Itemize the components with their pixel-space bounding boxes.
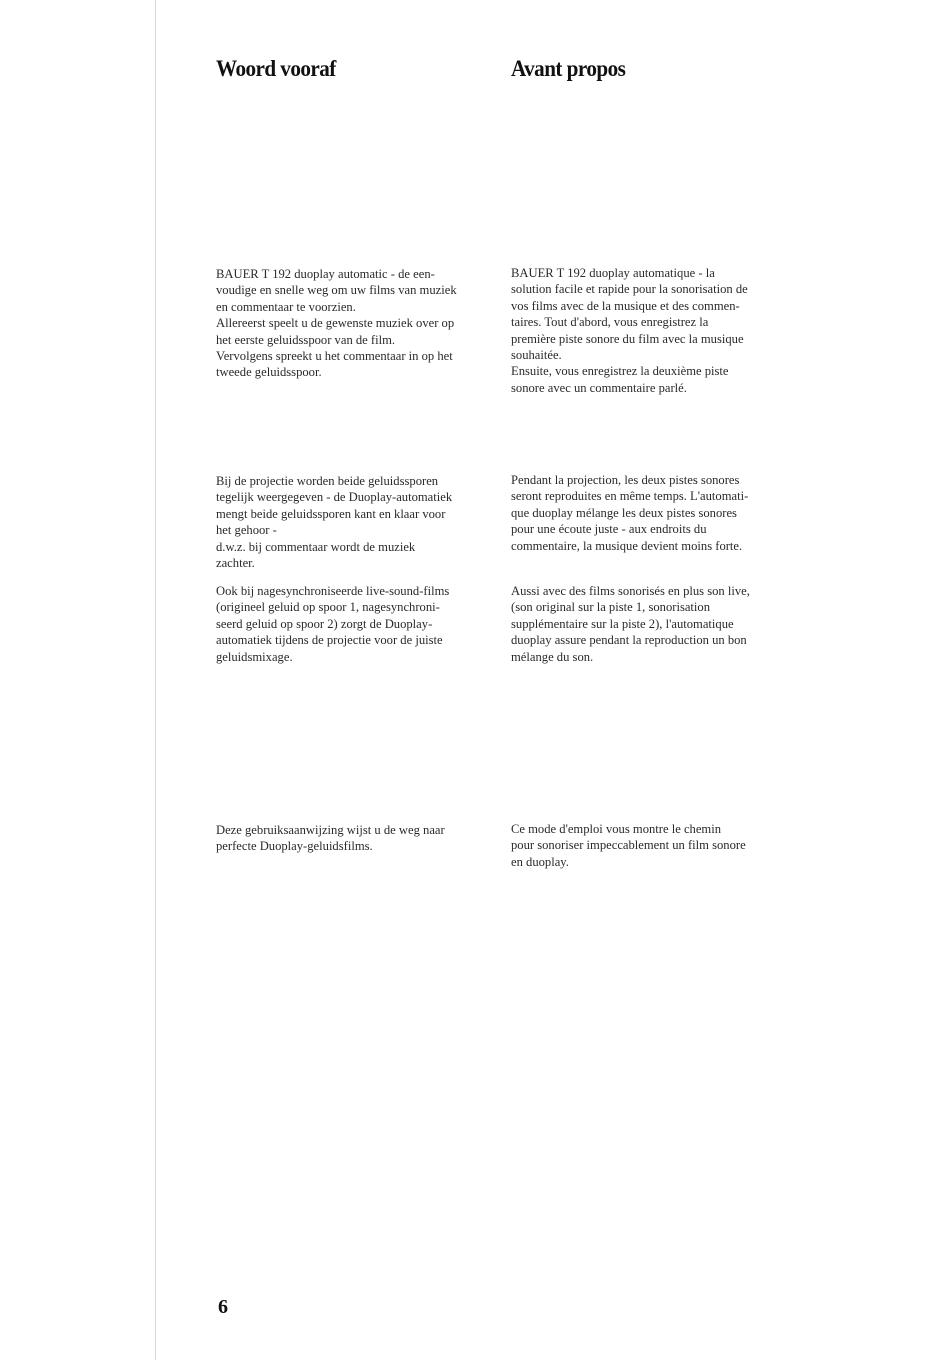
dutch-live-sound-paragraph: Ook bij nagesynchroniseerde live-sound-films (origineel geluid op spoor 1, nagesynchroni- seerd geluid op spoor 2) zorgt de Duoplay- automatiek tijdens de projectie voor de juiste geluidsmixage. <box>216 584 450 664</box>
page-binding-line <box>155 0 156 1360</box>
dutch-closing-paragraph: Deze gebruiksaanwijzing wijst u de weg naar perfecte Duoplay-geluidsfilms. <box>216 823 445 854</box>
french-projection-paragraph: Pendant la projection, les deux pistes sonores seront reproduites en même temps. L'automati- que duoplay mélange les deux pistes sonores pour une écoute juste - aux endroits du commentaire, la musique devient moins forte. <box>511 473 749 553</box>
french-intro-paragraph: BAUER T 192 duoplay automatique - la solution facile et rapide pour la sonorisation de vos films avec de la musique et des commen- taires. Tout d'abord, vous enregistrez la première piste sonore du film avec la musique souhaitée. Ensuite, vous enregistrez la deuxième piste sonore avec un commentaire parlé. <box>511 266 748 395</box>
french-live-sound-paragraph: Aussi avec des films sonorisés en plus son live, (son original sur la piste 1, sonorisation supplémentaire sur la piste 2), l'automatique duoplay assure pendant la reproduction un bon mélange du son. <box>511 584 750 664</box>
french-heading: Avant propos <box>511 56 626 81</box>
page-number: 6 <box>218 1296 228 1318</box>
dutch-intro-paragraph: BAUER T 192 duoplay automatic - de een- voudige en snelle weg om uw films van muziek en commentaar te voorzien. Allereerst speelt u de gewenste muziek over op het eerste geluidsspoor van de film. Vervolgens spreekt u het commentaar in op het tweede geluidsspoor. <box>216 267 457 380</box>
dutch-projection-paragraph: Bij de projectie worden beide geluidssporen tegelijk weergegeven - de Duoplay-automatiek mengt beide geluidssporen kant en klaar voor het gehoor - d.w.z. bij commentaar wordt de muziek zachter. <box>216 474 453 571</box>
dutch-heading: Woord vooraf <box>216 56 336 81</box>
french-closing-paragraph: Ce mode d'emploi vous montre le chemin pour sonoriser impeccablement un film sonore en duoplay. <box>511 822 746 869</box>
